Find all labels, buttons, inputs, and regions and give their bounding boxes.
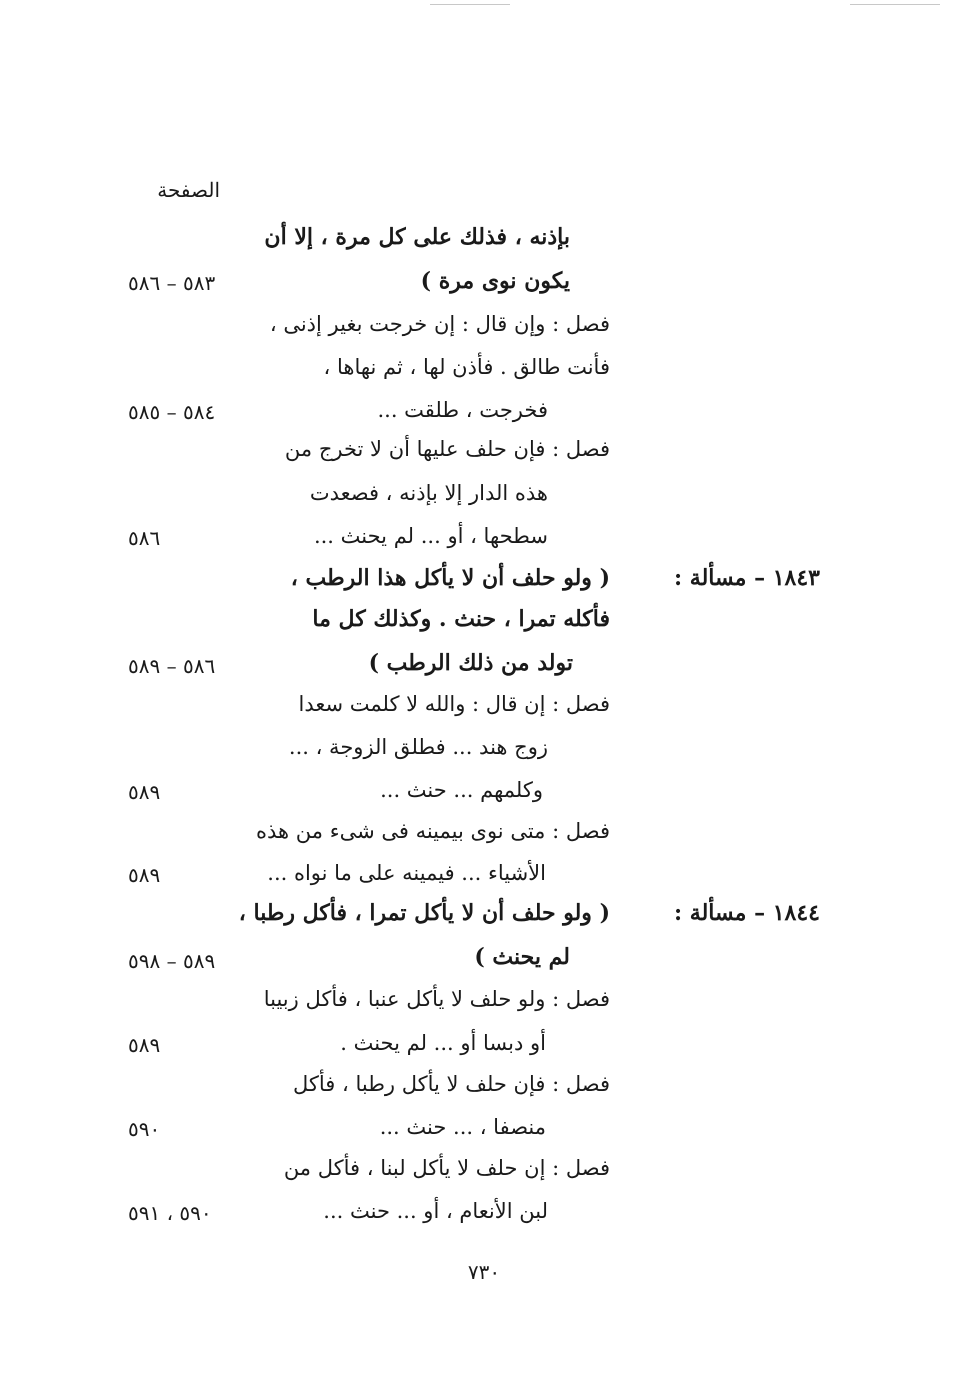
entry-pages: ٥٨٩ [128,863,161,887]
entry-text: وكلمهم ... حنث ... [380,778,543,802]
entry-text: فصل : إن حلف لا يأكل لبنا ، فأكل من [283,1156,610,1180]
scan-artifact [850,4,940,5]
entry-pages: ٥٨٦ [128,526,161,550]
entry-text: فصل : ولو حلف لا يأكل عنبا ، فأكل زبيبا [263,987,610,1011]
page-column-header: الصفحة [157,178,220,202]
entry-text: فصل : وإن قال : إن خرجت بغير إذنى ، [269,312,610,336]
entry-pages: ٥٨٩ – ٥٩٨ [128,949,216,973]
entry-text: بإذنه ، فذلك على كل مرة ، إلا أن [264,224,570,250]
entry-pages: ٥٩٠ [128,1117,161,1141]
scan-artifact [430,4,510,5]
entry-text: سطحها ، أو ... لم يحنث ... [313,524,548,548]
page-number: ٧٣٠ [467,1260,501,1284]
entry-text: فصل : فإن حلف لا يأكل رطبا ، فأكل [293,1072,610,1096]
entry-pages: ٥٨٣ – ٥٨٦ [128,271,216,295]
entry-text: ( ولو حلف أن لا يأكل تمرا ، فأكل رطبا ، [238,900,610,926]
entry-text: فصل : فإن حلف عليها أن لا تخرج من [284,437,610,461]
entry-text: ( ولو حلف أن لا يأكل هذا الرطب ، [290,565,610,591]
entry-text: فصل : متى نوى بيمينه فى شىء من هذه [256,819,610,843]
entry-text: لم يحنث ) [474,944,570,970]
entry-text: زوج هند ... فطلق الزوجة ، ... [288,735,548,759]
entry-text: أو دبسا أو ... لم يحنث . [340,1031,546,1055]
entry-text: هذه الدار إلا بإذنه ، فصعدت [309,481,548,505]
entry-text: فخرجت ، طلقت ... [377,398,548,422]
entry-pages: ٥٨٩ [128,1033,161,1057]
entry-text: الأشياء ... فيمينه على ما نواه ... [267,861,546,885]
entry-pages: ٥٨٦ – ٥٨٩ [128,654,216,678]
entry-text: فأنت طالق . فأذن لها ، ثم نهاها ، [323,355,610,379]
entry-text: لبن الأنعام ، أو ... حنث ... [323,1199,548,1223]
entry-pages: ٥٩٠ ، ٥٩١ [128,1201,212,1225]
entry-text: فأكله تمرا ، حنث . وكذلك كل ما [312,606,610,632]
entry-text: منصفا ، ... حنث ... [379,1115,546,1139]
entry-text: يكون نوى مرة ) [420,268,570,294]
entry-text: فصل : إن قال : والله لا كلمت سعدا [298,692,610,716]
entry-pages: ٥٨٤ – ٥٨٥ [128,400,216,424]
issue-number: ١٨٤٣ – مسألة : [674,565,820,591]
entry-text: تولد من ذلك الرطب ) [368,650,573,676]
entry-pages: ٥٨٩ [128,780,161,804]
issue-number: ١٨٤٤ – مسألة : [674,900,820,926]
